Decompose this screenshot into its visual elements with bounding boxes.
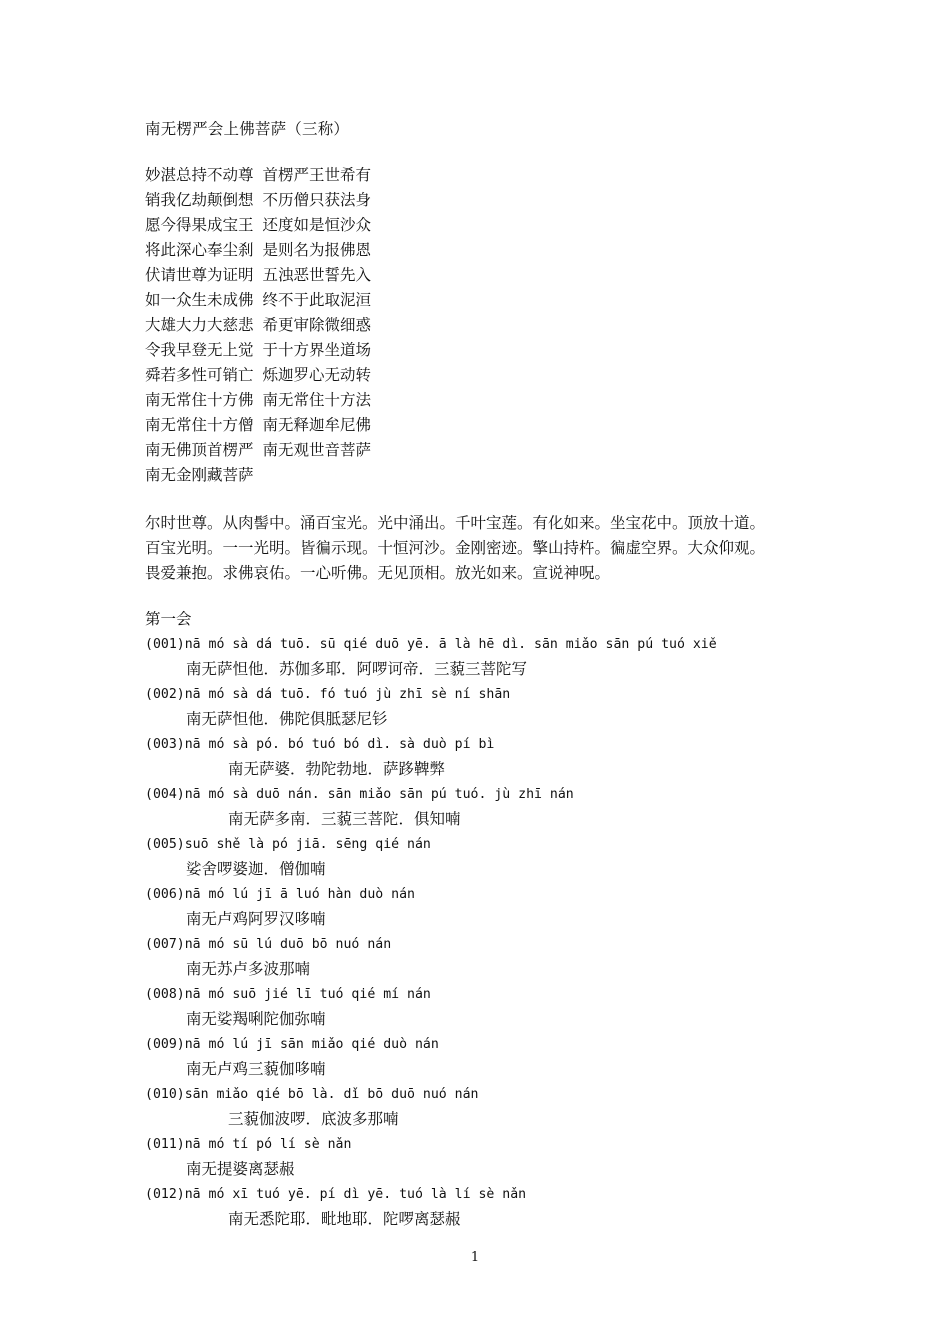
mantra-entry bbox=[145, 682, 717, 732]
verse-first-half: 南无佛顶首楞严 bbox=[145, 441, 254, 459]
verse-first-half: 妙湛总持不动尊 bbox=[145, 166, 254, 184]
mantra-pinyin-line bbox=[145, 782, 717, 807]
verse-first-half: 伏请世尊为证明 bbox=[145, 266, 254, 284]
mantra-hanzi: 南无萨怛他．苏伽多耶．阿啰诃帝．三藐三菩陀写 bbox=[186, 660, 528, 678]
verse-second-half: 烁迦罗心无动转 bbox=[262, 366, 372, 384]
verse-line bbox=[145, 413, 371, 438]
mantra-pinyin-line bbox=[145, 732, 717, 757]
mantra-hanzi: 南无苏卢多波那喃 bbox=[186, 960, 311, 978]
mantra-entry bbox=[145, 732, 717, 782]
mantra-entry bbox=[145, 1032, 717, 1082]
prose-line: 尔时世尊。从肉髻中。涌百宝光。光中涌出。千叶宝莲。有化如来。坐宝花中。顶放十道。 bbox=[145, 514, 766, 532]
mantra-number: (004) bbox=[145, 787, 185, 802]
verse-second-half: 还度如是恒沙众 bbox=[262, 216, 372, 234]
mantra-pinyin-line bbox=[145, 1032, 717, 1057]
mantra-number: (012) bbox=[145, 1187, 185, 1202]
verse-first-half: 令我早登无上觉 bbox=[145, 341, 254, 359]
mantra-number: (011) bbox=[145, 1137, 185, 1152]
verse-second-half: 终不于此取泥洹 bbox=[262, 291, 372, 309]
verse-first-half: 南无常住十方佛 bbox=[145, 391, 254, 409]
mantra-hanzi: 南无萨婆．勃陀勃地．萨跢鞞弊 bbox=[228, 760, 446, 778]
mantra-entry bbox=[145, 882, 717, 932]
verse-second-half: 于十方界坐道场 bbox=[262, 341, 372, 359]
verse-second-half: 是则名为报佛恩 bbox=[262, 241, 372, 259]
verse-second-half: 不历僧只获法身 bbox=[262, 191, 372, 209]
mantra-pinyin: nā mó xī tuó yē. pí dì yē. tuó là lí sè nǎn bbox=[184, 1187, 527, 1202]
mantra-hanzi: 南无卢鸡阿罗汉哆喃 bbox=[186, 910, 326, 928]
mantra-number: (005) bbox=[145, 837, 185, 852]
verse-first-half: 大雄大力大慈悲 bbox=[145, 316, 254, 334]
verse-line bbox=[145, 338, 371, 363]
verse-line bbox=[145, 438, 371, 463]
mantra-pinyin: nā mó lú jī ā luó hàn duò nán bbox=[184, 887, 415, 902]
prose-line: 百宝光明。一一光明。皆徧示现。十恒河沙。金刚密迹。擎山持杵。徧虚空界。大众仰观。 bbox=[145, 539, 766, 557]
verse-line bbox=[145, 363, 371, 388]
verse-line bbox=[145, 263, 371, 288]
verse-line bbox=[145, 213, 371, 238]
mantra-number: (006) bbox=[145, 887, 185, 902]
mantra-pinyin-line bbox=[145, 1182, 717, 1207]
verse-line bbox=[145, 188, 371, 213]
mantra-number: (002) bbox=[145, 687, 185, 702]
mantra-pinyin: nā mó suō jié lī tuó qié mí nán bbox=[184, 987, 431, 1002]
section-title: 第一会 bbox=[145, 610, 192, 628]
mantra-entry bbox=[145, 1082, 717, 1132]
mantra-hanzi: 三藐伽波啰．底波多那喃 bbox=[228, 1110, 399, 1128]
mantra-number: (007) bbox=[145, 937, 185, 952]
mantra-entry bbox=[145, 782, 717, 832]
mantra-pinyin: nā mó sà dá tuō. sū qié duō yē. ā là hē dì. sān miǎo sān pú tuó xiě bbox=[184, 637, 717, 652]
mantra-hanzi: 南无卢鸡三藐伽哆喃 bbox=[186, 1060, 326, 1078]
prose-paragraph bbox=[145, 511, 815, 586]
verse-line bbox=[145, 313, 371, 338]
verse-second-half: 首楞严王世希有 bbox=[262, 166, 372, 184]
mantra-pinyin: suō shě là pó jiā. sēng qié nán bbox=[184, 837, 431, 852]
prose-line: 畏爱兼抱。求佛哀佑。一心听佛。无见顶相。放光如来。宣说神呪。 bbox=[145, 564, 611, 582]
mantra-hanzi: 南无提婆离瑟赧 bbox=[186, 1160, 295, 1178]
mantra-pinyin: nā mó sà pó. bó tuó bó dì. sà duò pí bì bbox=[184, 737, 495, 752]
verse-first-half: 销我亿劫颠倒想 bbox=[145, 191, 254, 209]
mantra-hanzi: 南无萨怛他．佛陀俱胝瑟尼钐 bbox=[186, 710, 388, 728]
verse-first-half: 将此深心奉尘刹 bbox=[145, 241, 254, 259]
verse-line bbox=[145, 288, 371, 313]
mantra-pinyin: nā mó sà dá tuō. fó tuó jù zhī sè ní shān bbox=[184, 687, 511, 702]
verse-block bbox=[145, 163, 371, 488]
verse-first-half: 如一众生未成佛 bbox=[145, 291, 254, 309]
mantra-number: (009) bbox=[145, 1037, 185, 1052]
mantra-hanzi: 南无悉陀耶．毗地耶．陀啰离瑟赧 bbox=[228, 1210, 461, 1228]
mantra-hanzi: 南无萨多南．三藐三菩陀．俱知喃 bbox=[228, 810, 461, 828]
verse-line bbox=[145, 388, 371, 413]
mantra-pinyin: nā mó lú jī sān miǎo qié duò nán bbox=[184, 1037, 439, 1052]
mantra-pinyin-line bbox=[145, 882, 717, 907]
verse-second-half: 南无释迦牟尼佛 bbox=[262, 416, 372, 434]
mantra-entry bbox=[145, 1182, 717, 1232]
mantra-pinyin-line bbox=[145, 982, 717, 1007]
mantra-pinyin-line bbox=[145, 832, 717, 857]
mantra-pinyin: nā mó tí pó lí sè nǎn bbox=[184, 1137, 352, 1152]
mantra-pinyin-line bbox=[145, 682, 717, 707]
mantra-number: (010) bbox=[145, 1087, 185, 1102]
mantra-number: (003) bbox=[145, 737, 185, 752]
verse-first-half: 愿今得果成宝王 bbox=[145, 216, 254, 234]
mantra-pinyin-line bbox=[145, 1082, 717, 1107]
mantra-entry bbox=[145, 1132, 717, 1182]
mantra-entry bbox=[145, 632, 717, 682]
mantra-pinyin-line bbox=[145, 1132, 717, 1157]
verse-line bbox=[145, 463, 371, 488]
mantra-entry bbox=[145, 832, 717, 882]
mantra-pinyin: nā mó sū lú duō bō nuó nán bbox=[184, 937, 392, 952]
verse-first-half: 舜若多性可销亡 bbox=[145, 366, 254, 384]
verse-second-half: 五浊恶世誓先入 bbox=[262, 266, 372, 284]
mantra-list bbox=[145, 632, 717, 1232]
page-number: 1 bbox=[470, 1250, 480, 1265]
mantra-hanzi: 南无娑羯唎陀伽弥喃 bbox=[186, 1010, 326, 1028]
mantra-pinyin-line bbox=[145, 632, 717, 657]
mantra-entry bbox=[145, 932, 717, 982]
mantra-pinyin: sān miǎo qié bō là. dǐ bō duō nuó nán bbox=[184, 1087, 479, 1102]
mantra-hanzi: 娑舍啰婆迦．僧伽喃 bbox=[186, 860, 326, 878]
mantra-pinyin: nā mó sà duō nán. sān miǎo sān pú tuó. jù zhī nán bbox=[184, 787, 574, 802]
verse-first-half: 南无常住十方僧 bbox=[145, 416, 254, 434]
verse-second-half: 希更审除微细惑 bbox=[262, 316, 372, 334]
verse-second-half: 南无观世音菩萨 bbox=[262, 441, 372, 459]
document-title: 南无楞严会上佛菩萨（三称） bbox=[145, 120, 350, 138]
verse-line bbox=[145, 163, 371, 188]
mantra-number: (008) bbox=[145, 987, 185, 1002]
verse-first-half: 南无金刚藏菩萨 bbox=[145, 466, 254, 484]
mantra-number: (001) bbox=[145, 637, 185, 652]
verse-line bbox=[145, 238, 371, 263]
verse-second-half: 南无常住十方法 bbox=[262, 391, 372, 409]
mantra-pinyin-line bbox=[145, 932, 717, 957]
mantra-entry bbox=[145, 982, 717, 1032]
